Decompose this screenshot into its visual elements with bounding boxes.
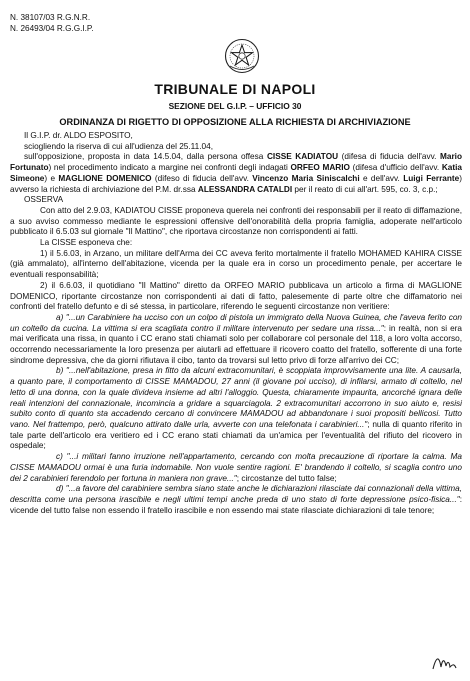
opposition-text: ) nel procedimento indicato a margine nei confronti degli indagati	[48, 163, 291, 173]
opposition-text: (difesa d'ufficio dell'avv.	[349, 163, 442, 173]
reserve-line: sciogliendo la riserva di cui all'udienza del 25.11.04,	[24, 141, 213, 151]
osserva-heading: OSSERVA	[24, 195, 64, 205]
initials-signature-icon	[430, 651, 458, 673]
quoted-text: a) "...un Carabiniere ha ucciso con un colpo di pistola un immigrato della Nuova Guinea, che l'aveva ferito con un coltello da cucina. La vittima si era scagliata contro il militare intervenuto per sedare una rissa..."	[10, 312, 462, 333]
opposition-text: ) e	[44, 173, 59, 183]
opposition-text: e dell'avv.	[359, 173, 404, 183]
lawyer-name: Vincenzo Maria Siniscalchi	[252, 173, 360, 183]
lawyer-name: Luigi Ferrante	[403, 173, 460, 183]
paragraph-point-c	[10, 452, 462, 484]
opposition-text: ) avverso la richiesta di archiviazione del P.M. dr.ssa	[10, 173, 462, 194]
paragraph-point-b	[10, 366, 462, 452]
paragraph-point-2: 2) il 6.6.03, il quotidiano "Il Mattino" diretto da ORFEO MARIO pubblicava un articolo a firma di MAGLIONE DOMENICO, riportante circostanze non corrispondenti ai dati di fatto, palesemente di parte oltre che diffamatorio nei confronti del fratello defunto e di sé stessa, in particolare, riferendo le seguenti circostanze non veritiere:	[10, 280, 462, 312]
italian-republic-emblem-icon	[224, 38, 260, 74]
order-body	[10, 131, 462, 516]
registry-numbers	[10, 12, 94, 34]
order-heading: ORDINANZA DI RIGETTO DI OPPOSIZIONE ALLA RICHIESTA DI ARCHIVIAZIONE	[59, 117, 411, 127]
opposition-paragraph	[10, 152, 462, 195]
registry-line-1: N. 38107/03 R.G.N.R.	[10, 13, 91, 22]
comment-text: ; circostanze del tutto false;	[236, 473, 337, 483]
opposition-text: (difesa di fiducia dell'avv.	[338, 152, 440, 162]
opposition-text: per il reato di cui all'art. 595, co. 3, c.p.;	[292, 184, 438, 194]
prosecutor-name: ALESSANDRA CATALDI	[197, 184, 293, 194]
opposition-text: sull'opposizione, proposta in data 14.5.04, dalla persona offesa	[24, 152, 267, 162]
lawyer-name: Katia Simeone	[10, 163, 463, 183]
quoted-text: b) "...nell'abitazione, presa in fitto da alcuni extracomunitari, è scoppiata improvvisamente una lite. A causarla, a quanto pare, il comportamento di CISSE MAMADOU, 27 anni (il giovane poi ucciso), di infilarsi, armato di coltello, nel letto di una donna, con la quale divideva insieme ad altri l'alloggio. Questa, chiaramente impaurita, ancorché ignara delle reali intenzioni del connazionale, incomincia a gridare a squarciagola. 2 extracomunitari accorrono in suo aiuto e, resisi subito conto di quanto sta accadendo cercano di convincere MAMADOU ad abbandonare i suoi propositi bellicosi. Tutto vano. Nel frattempo, però, qualcuno attirato dalle urla, avverte con una telefonata i carabinieri..."	[10, 366, 462, 429]
paragraph-point-1: 1) il 5.6.03, in Arzano, un militare dell'Arma dei CC aveva ferito mortalmente il fratello MOHAMED KAHIRA CISSE (già ammalato), all'interno dell'abitazione, vicenda per la quale era in corso un procedimento penale, per accertare le eventuali responsabilità;	[10, 248, 462, 280]
defendant-name: ORFEO MARIO	[290, 163, 350, 173]
offended-party-name: CISSE KADIATOU	[266, 152, 339, 162]
comment-text: ; nulla di quanto riferito in tale parte dell'articolo era veritiero ed i CC erano stati chiamati da un'amica per l'eventualità del rifiuto del ricovero in ospedale;	[10, 419, 462, 451]
comment-text: : in realtà, non si era mai verificata una rissa, in quanto i CC erano stati chiamati solo per collaborare col personale del 118, a loro volta accorso, occorrendo necessariamente la loro presenza per aiutarli ad effettuare il ricovero coatto del fratello, sofferente di una forte sindrome depressiva, che da giorni rifiutava il cibo, tanto da trovarsi sul letto privo di forze all'arrivo dei CC;	[10, 323, 462, 365]
court-title: TRIBUNALE DI NAPOLI	[154, 81, 316, 97]
lawyer-name: Mario Fortunato	[10, 152, 462, 173]
registry-line-2: N. 26493/04 R.G.G.I.P.	[10, 24, 94, 33]
court-section: SEZIONE DEL G.I.P. – UFFICIO 30	[168, 101, 302, 111]
paragraph-point-d	[10, 484, 462, 516]
opposition-text: (difeso di fiducia dell'avv.	[151, 173, 253, 183]
comment-text: : vicende del tutto false non essendo il fratello irascibile e non essendo mai state rilasciate dichiarazioni di tale tenore;	[10, 494, 462, 515]
quoted-text: c) "...i militari fanno irruzione nell'appartamento, cercando con molta precauzione di riportare la calma. Ma CISSE MAMADOU ormai è una furia indomabile. Non vuole sentire ragioni. E' brandendo il coltello, si scaglia contro uno dei 2 carabinieri ferendolo per fortuna in maniera non grave..."	[10, 452, 462, 483]
paragraph-esponeva: La CISSE esponeva che:	[40, 238, 133, 248]
paragraph-point-a	[10, 313, 462, 367]
defendant-name: MAGLIONE DOMENICO	[58, 173, 152, 183]
judge-line: Il G.I.P. dr. ALDO ESPOSITO,	[24, 131, 133, 140]
paragraph-querela: Con atto del 2.9.03, KADIATOU CISSE proponeva querela nei confronti dei responsabili per il reato di diffamazione, a suo avviso commesso mediante le espressioni offensive dell'onorabilità della propria famiglia, adoperate nell'articolo pubblicato il 6.5.03 sul giornale "Il Mattino", che riportava circostanze non corrispondenti ai fatti.	[10, 205, 462, 237]
quoted-text: d) "...a favore del carabiniere sembra siano state anche le dichiarazioni rilasciate dai connazionali della vittima, descritta come una persona irascibile e negli ultimi tempi anche preda di uno stato di forte depressione psico-fisica..."	[10, 484, 462, 504]
